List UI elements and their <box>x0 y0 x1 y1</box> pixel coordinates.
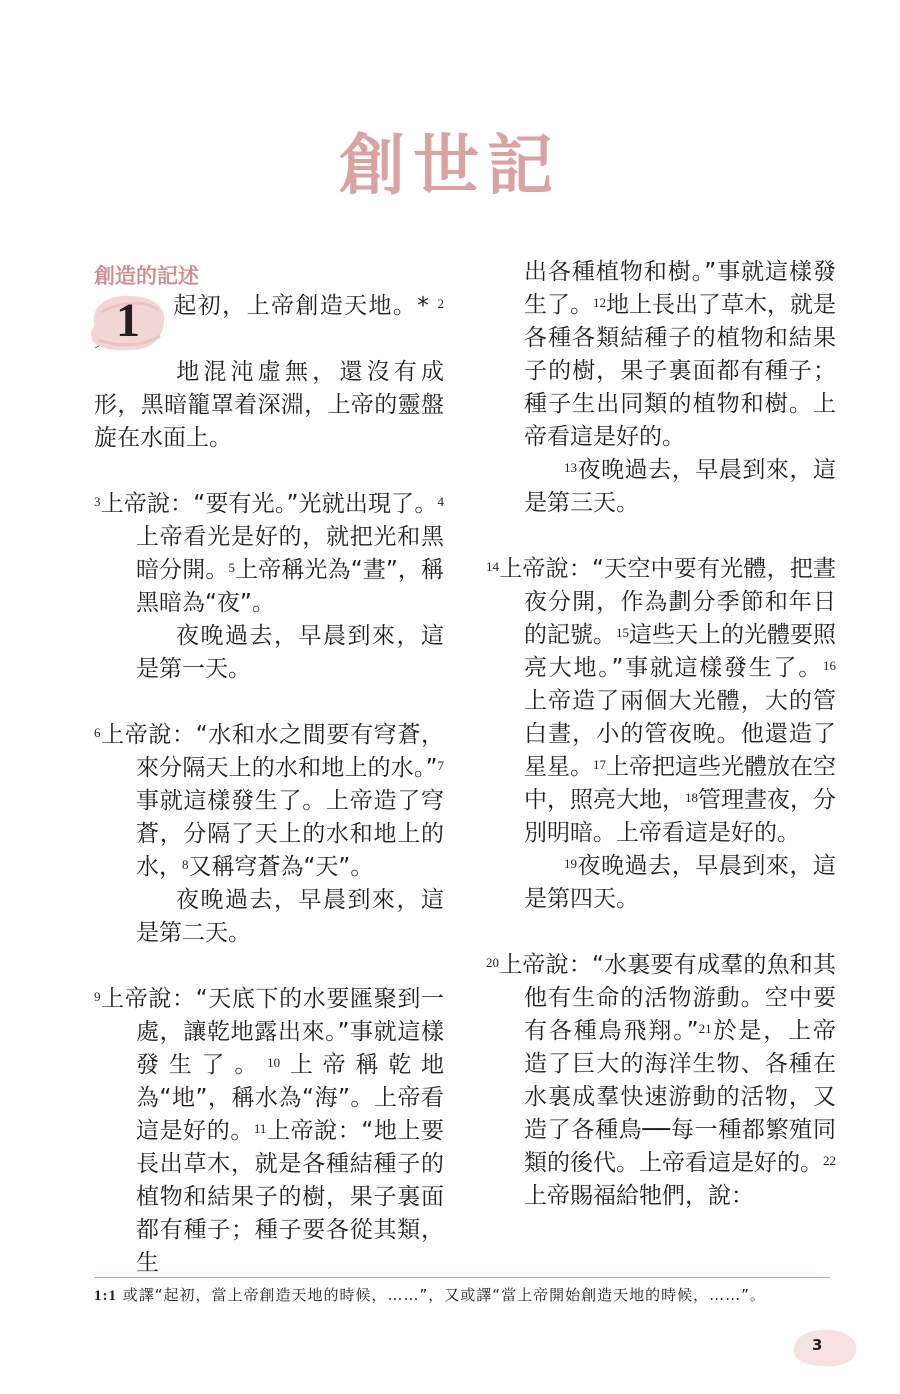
section-heading: 創造的記述 <box>94 264 199 288</box>
footnote-ref: 1:1 <box>94 1288 117 1304</box>
left-column <box>94 256 444 1280</box>
footnote-text: 或譯“起初，當上帝創造天地的時候，……”，又或譯“當上帝開始創造天地的時候，……”。 <box>117 1286 766 1304</box>
verse-9-11-paragraph: $^9$上帝說：“天底下的水要匯聚到一處，讓乾地露出來。”事就這樣發生了。$^{10}$上帝稱乾地為“地”，稱水為“海”。上帝看這是好的。$^{11}$上帝說：“地上要長出草木，就是各種結種子的植物和結果子的樹，果子裏面都有種子；種子要各從其類，生 <box>94 986 445 1276</box>
footnote <box>94 1285 830 1306</box>
day-two-line: 夜晚過去，早晨到來，這是第二天。 <box>136 887 444 946</box>
day-four-line: $^{19}$夜晚過去，早晨到來，這是第四天。 <box>524 853 836 912</box>
page-number: 3 <box>812 1336 823 1354</box>
chapter-number: 1 <box>116 294 140 347</box>
book-title: 創世記 <box>339 127 561 204</box>
day-three-line: $^{13}$夜晚過去，早晨到來，這是第三天。 <box>524 457 836 516</box>
verse-20-22-paragraph: $^{20}$上帝說：“水裏要有成羣的魚和其他有生命的活物游動。空中要有各種鳥飛翔。”$^{21}$於是，上帝造了巨大的海洋生物、各種在水裏成羣快速游動的活物，又造了各種鳥──每一種都繁殖同類的後代。上帝看這是好的。$^{22}$上帝賜福給牠們，說： <box>486 952 837 1209</box>
verse-1-2-paragraph: 起初，上帝創造天地。* $^2$ 地混沌虛無，還沒有成形，黑暗籠罩着深淵，上帝的靈盤旋在水面上。 <box>94 293 445 451</box>
verse-14-18-paragraph: $^{14}$上帝說：“天空中要有光體，把晝夜分開，作為劃分季節和年日的記號。$^{15}$這些天上的光體要照亮大地。”事就這樣發生了。$^{16}$上帝造了兩個大光體，大的管白晝，小的管夜晚。他還造了星星。$^{17}$上帝把這些光體放在空中，照亮大地，$^{18}$管理晝夜，分別明暗。上帝看這是好的。 <box>486 556 836 846</box>
chapter-opening <box>94 290 444 455</box>
verse-3-5-paragraph: $^3$上帝說：“要有光。”光就出現了。$^4$上帝看光是好的，就把光和黑暗分開。$^5$上帝稱光為“晝”，稱黑暗為“夜”。 <box>94 491 444 616</box>
page-number-brush-decoration <box>790 1326 860 1370</box>
right-column <box>486 256 836 1213</box>
verse-6-8-paragraph: $^6$上帝說：“水和水之間要有穹蒼，來分隔天上的水和地上的水。”$^7$事就這樣發生了。上帝造了穹蒼，分隔了天上的水和地上的水，$^8$又稱穹蒼為“天”。 <box>94 722 444 880</box>
verse-11-12-continuation: 出各種植物和樹。”事就這樣發生了。$^{12}$地上長出了草木，就是各種各類結種子的植物和結果子的樹，果子裏面都有種子；種子生出同類的植物和樹。上帝看這是好的。 <box>524 259 836 450</box>
footnote-divider <box>94 1277 830 1278</box>
day-one-line: 夜晚過去，早晨到來，這是第一天。 <box>136 623 444 682</box>
